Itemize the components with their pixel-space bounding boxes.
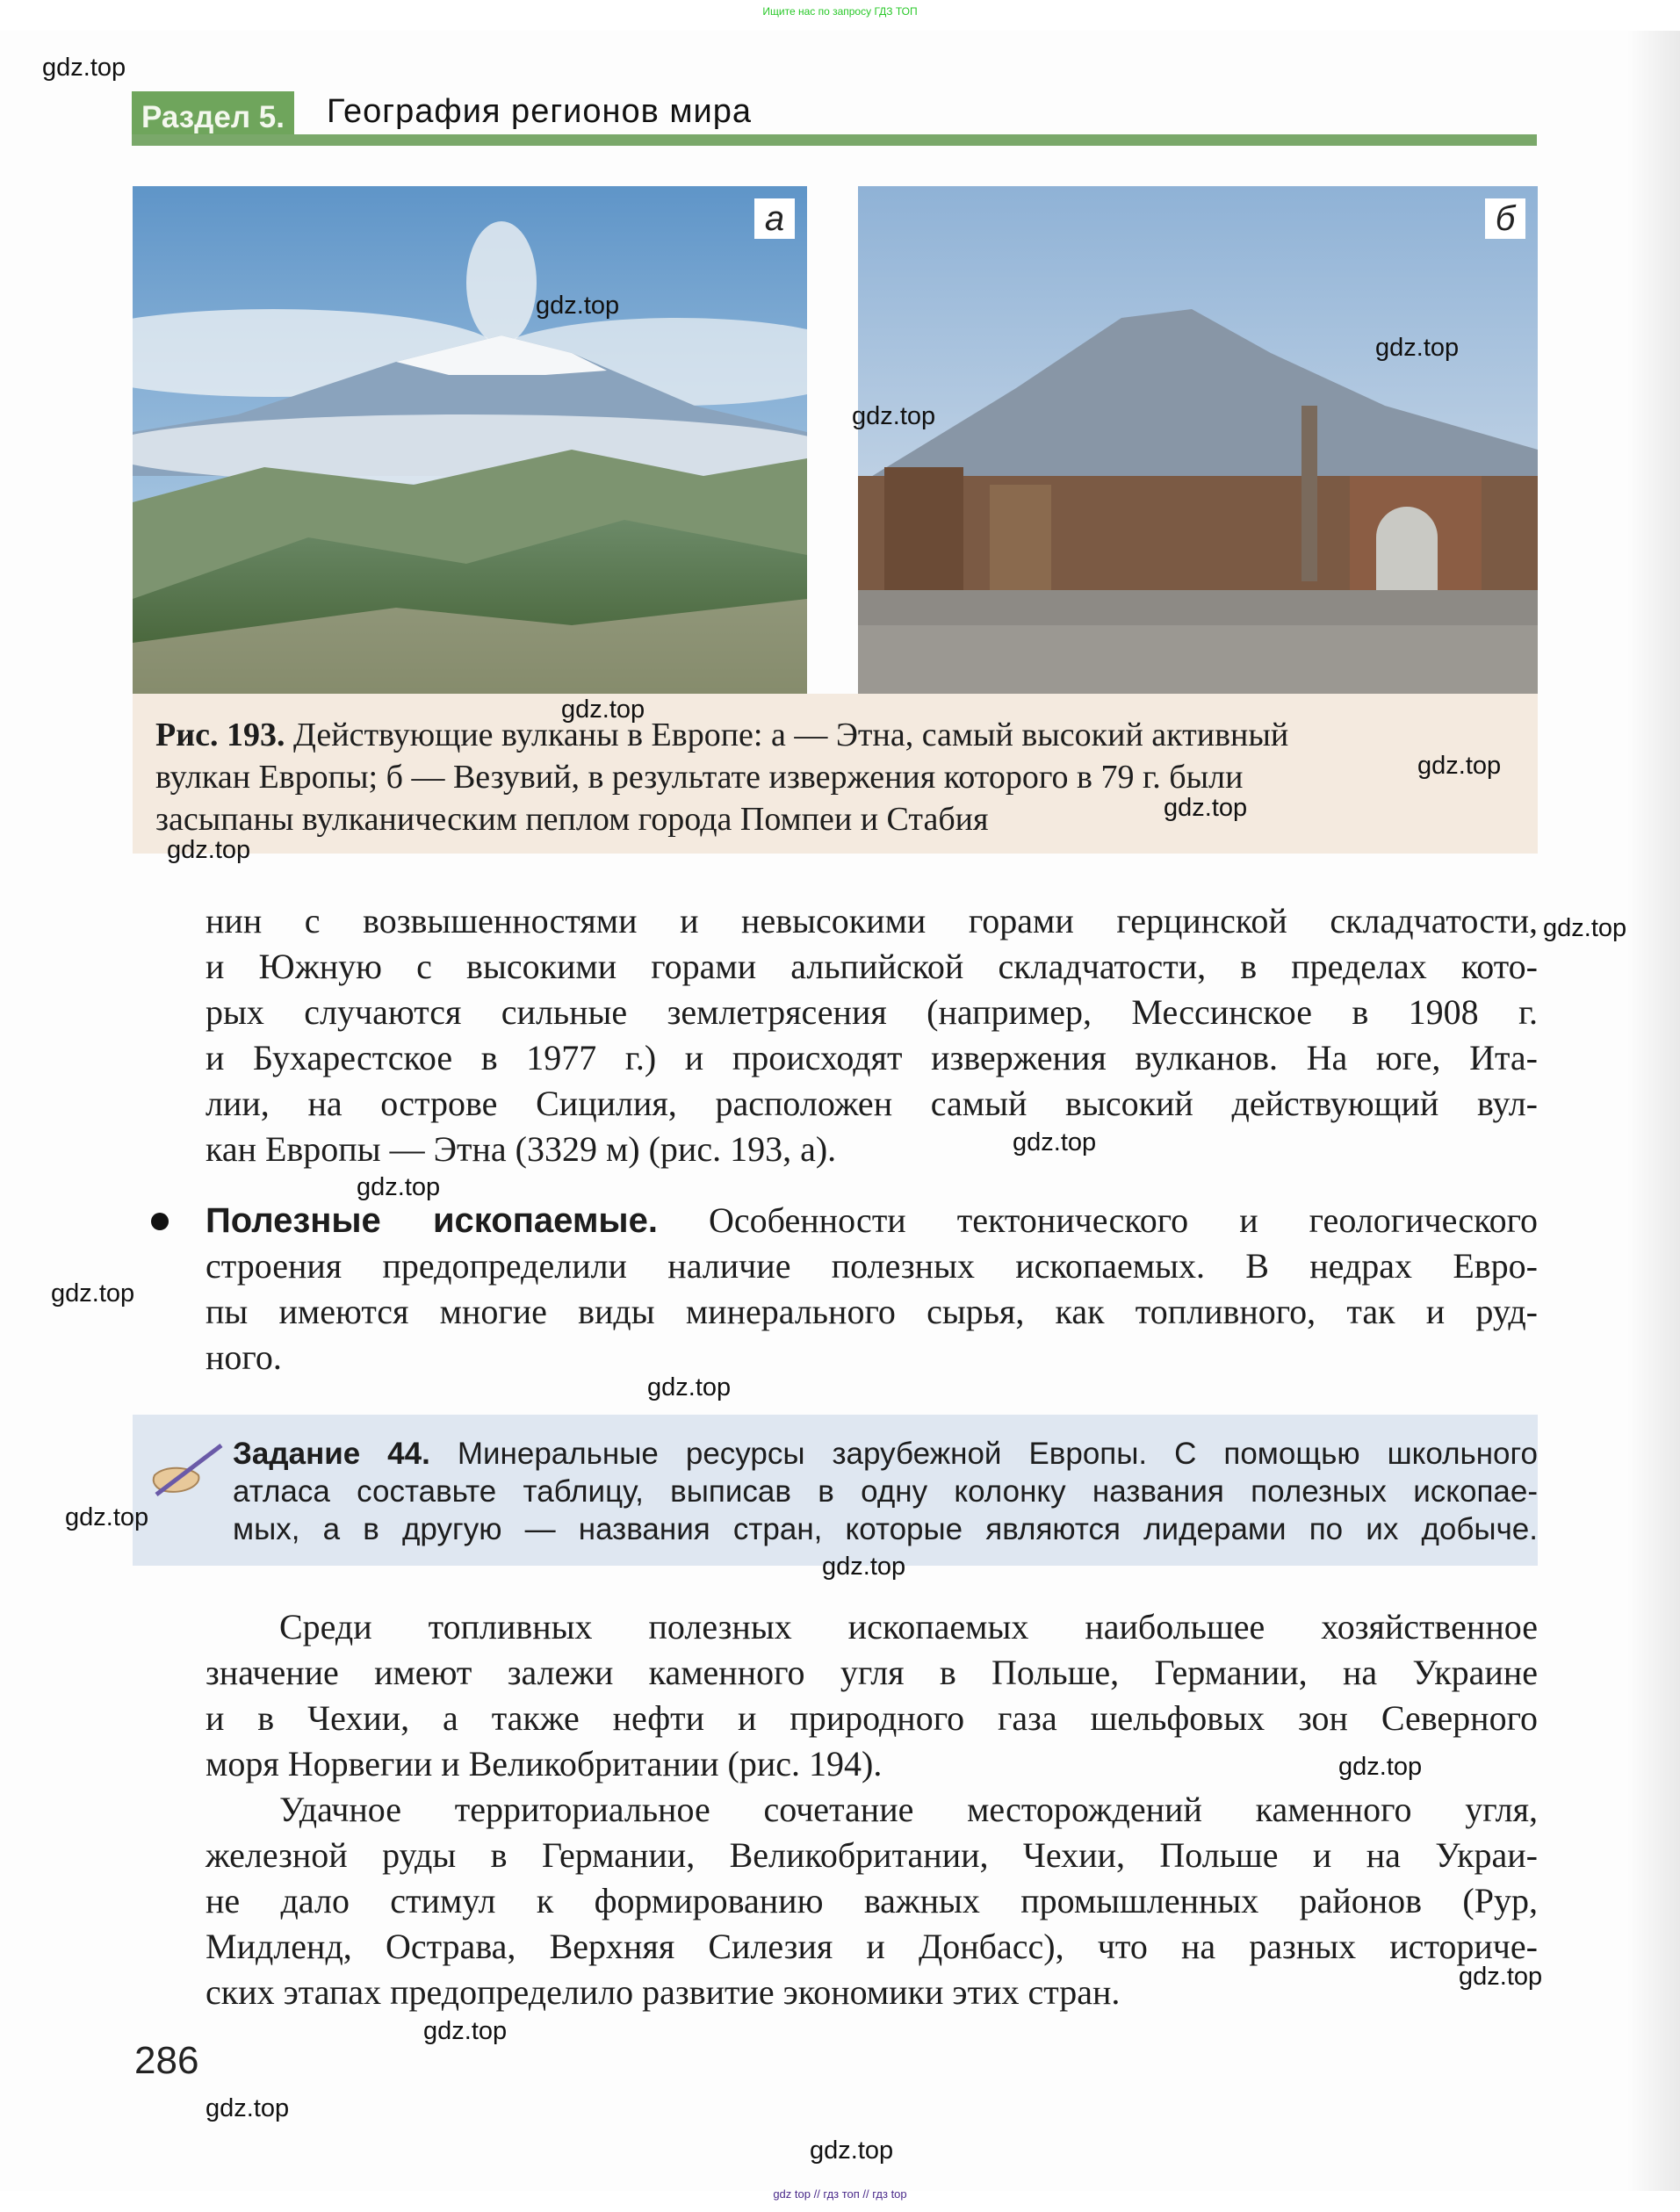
text-line: нин с возвышенностями и невысокими горами герцинской складчатости, (205, 901, 1538, 940)
text-line: ного. (205, 1337, 282, 1377)
watermark: gdz.top (1417, 752, 1502, 780)
text-line: Удачное территориальное сочетание месторождений каменного угля, (279, 1790, 1538, 1829)
minerals-heading: Полезные ископаемые. (205, 1201, 658, 1240)
page-spine-shadow (1627, 31, 1680, 2191)
watermark: gdz.top (65, 1503, 149, 1531)
watermark: gdz.top (167, 836, 251, 864)
photo-etna (133, 186, 807, 694)
watermark: gdz.top (561, 695, 645, 724)
task-line: Задание 44. Минеральные ресурсы зарубежной Европы. С помощью школьного (233, 1437, 1538, 1471)
text-line: рых случаются сильные землетрясения (например, Мессинское в 1908 г. (205, 992, 1538, 1032)
watermark: gdz.top (1459, 1963, 1543, 1991)
text-line: железной руды в Германии, Великобритании, Чехии, Польше и на Украи- (205, 1835, 1538, 1875)
minerals-line: Полезные ископаемые. Особенности тектонического и геологического (205, 1200, 1538, 1240)
caption-line: Рис. 193. Действующие вулканы в Европе: а — Этна, самый высокий активный (155, 717, 1289, 753)
top-search-note: Ищите нас по запросу ГДЗ ТОП (762, 5, 918, 18)
task-line: мых, а в другую — названия стран, которые являются лидерами по их добыче. (233, 1512, 1538, 1546)
text-line: моря Норвегии и Великобритании (рис. 194). (205, 1744, 883, 1783)
text-line: и Бухарестское в 1977 г.) и происходят извержения вулканов. На юге, Ита- (205, 1038, 1538, 1077)
text-line: лии, на острове Сицилия, расположен самый высокий действующий вул- (205, 1084, 1538, 1123)
section-title: География регионов мира (327, 93, 753, 130)
text-line: Среди топливных полезных ископаемых наибольшее хозяйственное (279, 1607, 1538, 1646)
watermark: gdz.top (205, 2094, 290, 2122)
task-line: атласа составьте таблицу, выписав в одну колонку названия полезных ископае- (233, 1474, 1538, 1509)
task-label: Задание 44. (233, 1437, 430, 1471)
watermark: gdz.top (357, 1173, 441, 1201)
photo-vesuvius-pompeii (858, 186, 1538, 694)
watermark: gdz.top (1013, 1128, 1097, 1156)
text-line: строения предопределили наличие полезных ископаемых. В недрах Евро- (205, 1246, 1538, 1286)
page-number: 286 (134, 2039, 199, 2082)
footer-note: gdz top // гдз топ // гдз top (773, 2187, 907, 2201)
photo-label-a: а (754, 198, 795, 239)
photo-label-b: б (1485, 198, 1525, 239)
watermark: gdz.top (1338, 1753, 1423, 1781)
watermark: gdz.top (423, 2017, 508, 2045)
watermark: gdz.top (1375, 334, 1460, 362)
watermark: gdz.top (810, 2136, 894, 2165)
text-line: ских этапах предопределило развитие экономики этих стран. (205, 1972, 1121, 2012)
watermark: gdz.top (42, 54, 126, 82)
watermark: gdz.top (1164, 794, 1248, 822)
text-line: Мидленд, Острава, Верхняя Силезия и Донбасс), что на разных историче- (205, 1927, 1538, 1966)
figure-number: Рис. 193. (155, 717, 285, 753)
text-line: и в Чехии, а также нефти и природного газа шельфовых зон Северного (205, 1698, 1538, 1738)
watermark: gdz.top (852, 402, 936, 430)
watermark: gdz.top (647, 1373, 732, 1401)
watermark: gdz.top (1543, 914, 1627, 942)
text-line: не дало стимул к формированию важных промышленных районов (Рур, (205, 1881, 1538, 1920)
header-rule (132, 134, 1537, 146)
watermark: gdz.top (822, 1553, 906, 1581)
watermark: gdz.top (536, 292, 620, 320)
text-line: пы имеются многие виды минерального сырья, как топливного, так и руд- (205, 1292, 1538, 1331)
watermark: gdz.top (51, 1279, 135, 1308)
pencil-hand-icon (148, 1440, 227, 1502)
text-line: значение имеют залежи каменного угля в Польше, Германии, на Украине (205, 1653, 1538, 1692)
text-line: и Южную с высокими горами альпийской складчатости, в пределах кото- (205, 947, 1538, 986)
bullet-icon (151, 1213, 169, 1230)
section-badge: Раздел 5. (132, 91, 294, 144)
text-line: кан Европы — Этна (3329 м) (рис. 193, а). (205, 1129, 837, 1169)
caption-line: засыпаны вулканическим пеплом города Помпеи и Стабия (155, 801, 989, 838)
caption-line: вулкан Европы; б — Везувий, в результате извержения которого в 79 г. были (155, 759, 1244, 796)
